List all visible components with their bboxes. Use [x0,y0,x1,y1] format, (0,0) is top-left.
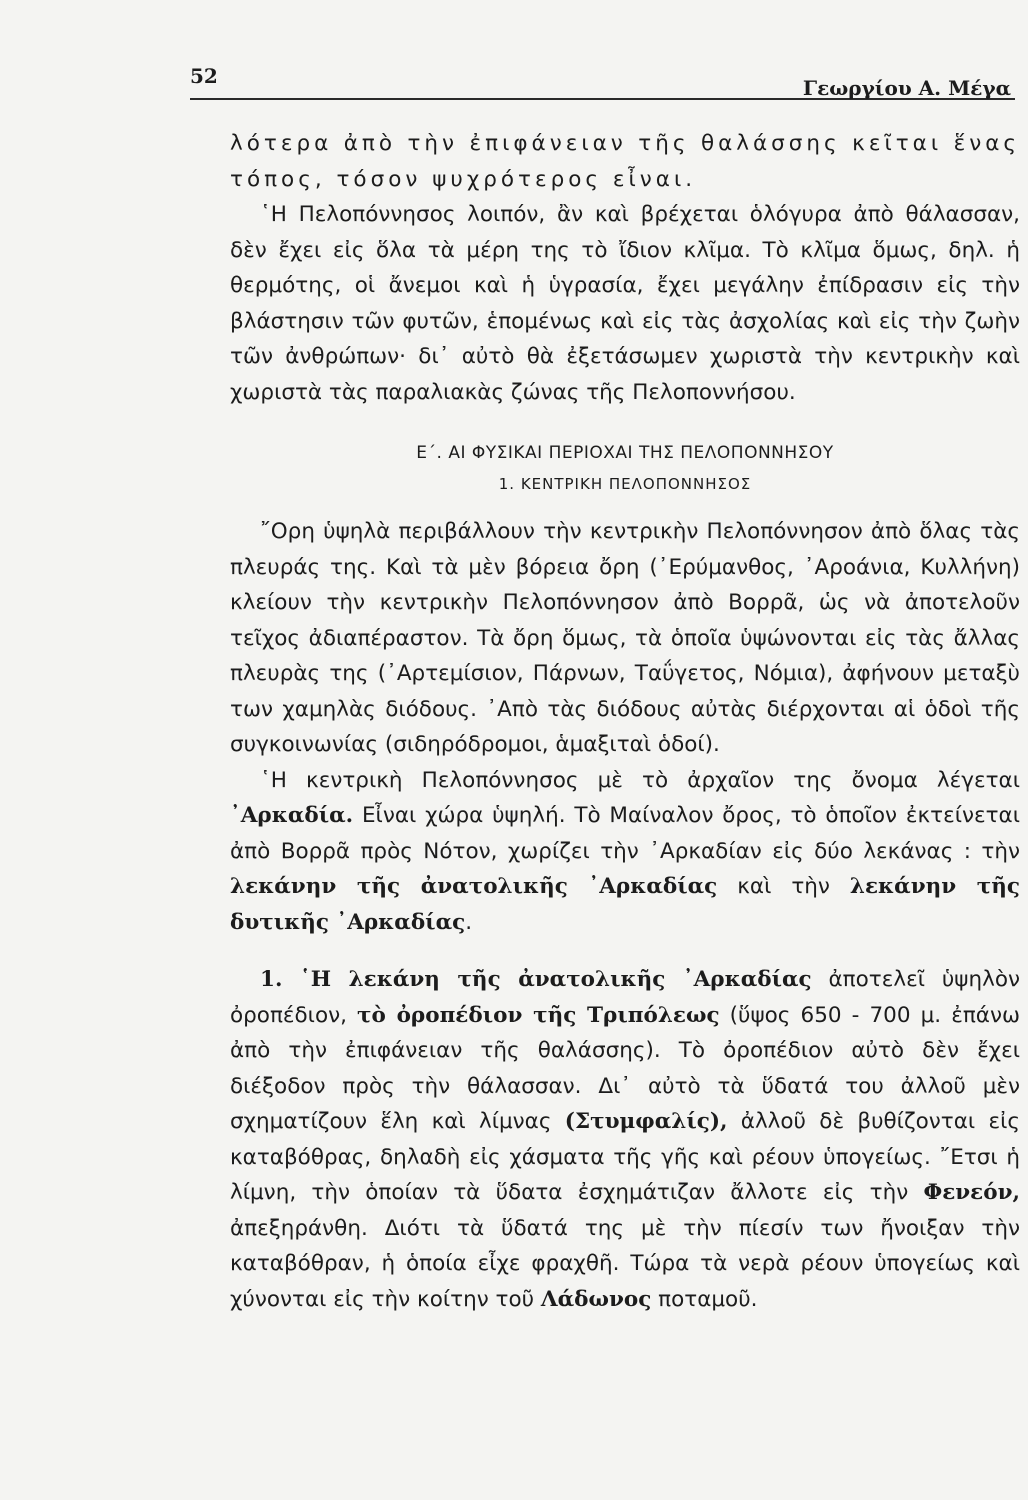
continuation-line-1: λότερα ἀπὸ τὴν ἐπιφάνειαν τῆς θαλάσσης [230,131,841,156]
page-header [190,62,1015,100]
paragraph-mountains: ῎Ορη ὑψηλὰ περιβάλλουν τὴν κεντρικὴν Πελοπόννησον ἀπὸ ὅλας τὰς πλευράς της. Καὶ τὰ μὲν βόρεια ὄρη (᾽Ερύμανθος, ᾽Αροάνια, Κυλλήνη) κλείουν τὴν κεντρικὴν Πελοπόννησον ἀπὸ Βορρᾶ, ὡς νὰ ἀποτελοῦν τεῖχος ἀδιαπέραστον. Τὰ ὄρη ὅμως, τὰ ὁποῖα ὑψώνονται εἰς τὰς ἄλλας πλευρὰς της (᾽Αρτεμίσιον, Πάρνων, Ταΰγετος, Νόμια), ἀφήνουν μεταξὺ των χαμηλὰς διόδους. ᾽Απὸ τὰς διόδους αὐτὰς διέρχονται αἱ ὁδοὶ τῆς συγκοινωνίας (σιδηρόδρομοι, ἁμαξιταὶ ὁδοί). [230,519,1020,757]
east-basin-text-1: ἀποτελεῖ ὑψηλὸν ὀροπέδιον, [230,967,1020,1028]
paragraph-continuation [230,126,1020,197]
feneos-term: Φενεόν, [923,1180,1020,1205]
paragraph-climate: ῾Η Πελοπόννησος λοιπόν, ἂν καὶ βρέχεται ὁλόγυρα ἀπὸ θάλασσαν, δὲν ἔχει εἰς ὅλα τὰ μέρη της τὸ ἴδιον κλῖμα. Τὸ κλῖμα ὅμως, δηλ. ἡ θερμότης, οἱ ἄνεμοι καὶ ἡ ὑγρασία, ἔχει μεγάλην ἐπίδρασιν εἰς τὴν βλάστησιν τῶν φυτῶν, ἑπομένως καὶ εἰς τὰς ἀσχολίας καὶ εἰς τὴν ζωὴν τῶν ἀνθρώπων· δι᾽ αὐτὸ θὰ ἐξετάσωμεν χωριστὰ τὴν κεντρικὴν καὶ χωριστὰ τὰς παραλιακὰς ζώνας τῆς Πελοποννήσου. [230,202,1020,405]
arcadia-text-3: καὶ τὴν [717,874,850,899]
arcadia-term: ᾽Αρκαδία. [230,803,354,828]
east-basin-text-5: ποταμοῦ. [651,1286,758,1312]
page-number: 52 [190,64,218,88]
section-title: Ε΄. ΑΙ ΦΥΣΙΚΑΙ ΠΕΡΙΟΧΑΙ ΤΗΣ ΠΕΛΟΠΟΝΝΗΣΟΥ [416,443,834,463]
paragraph-gap [230,940,1020,962]
subsection-title: 1. ΚΕΝΤΡΙΚΗ ΠΕΛΟΠΟΝΝΗΣΟΣ [498,475,752,493]
running-head: Γεωργίου Α. Μέγα [802,76,1011,100]
arcadia-text-2: Εἶναι χώρα ὑψηλή. Τὸ Μαίναλον ὄρος, τὸ ὁποῖον ἐκτείνεται ἀπὸ Βορρᾶ πρὸς Νότον, χωρίζει τὴν ᾽Αρκαδίαν εἰς δύο λεκάνας : τὴν [230,803,1020,864]
east-basin-text-4: ἀπεξηράνθη. Διότι τὰ ὕδατά της μὲ τὴν πίεσίν των ἤνοιξαν τὴν καταβόθραν, ἡ ὁποία εἶχε φραχθῆ. Τώρα τὰ νερὰ ρέουν ὑπογείως καὶ χύνονται εἰς τὴν κοίτην τοῦ [230,1215,1020,1312]
stymphalis-term: (Στυμφαλίς), [564,1109,728,1134]
east-basin-text-2: (ὕψος 650 - 700 μ. ἐπάνω ἀπὸ τὴν ἐπιφάνειαν τῆς θαλάσσης). Τὸ ὀροπέδιον αὐτὸ δὲν ἔχει διέξοδον πρὸς τὴν θάλασσαν. Δι᾽ αὐτὸ τὰ ὕδατά του ἀλλοῦ μὲν σχηματίζουν ἕλη καὶ λίμνας [230,1002,1020,1134]
continuation-line-2: κεῖται ἕνας τόπος, τόσον ψυχρότερος εἶναι. [230,131,1021,192]
tripoli-plateau-term: τὸ ὀροπέδιον τῆς Τριπόλεως [357,1002,720,1028]
paragraph-east-basin [230,962,1020,1317]
arcadia-text-1: ῾Η κεντρικὴ Πελοπόννησος μὲ τὸ ἀρχαῖον της ὄνομα λέγεται [260,767,1020,793]
east-basin-heading: 1. ῾Η λεκάνη τῆς ἀνατολικῆς ᾽Αρκαδίας [260,967,812,992]
page-body [230,126,1020,1317]
west-basin-term: λεκάνην τῆς δυτικῆς ᾽Αρκαδίας [230,874,1020,935]
east-basin-text-3: ἀλλοῦ δὲ βυθίζονται εἰς καταβόθρας, δηλαδὴ εἰς χάσματα τῆς γῆς καὶ ρέουν ὑπογείως. ῎Ετσι ἡ λίμνη, τὴν ὁποίαν τὰ ὕδατα ἐσχημάτιζαν ἄλλοτε εἰς τὴν [230,1109,1020,1205]
east-basin-term: λεκάνην τῆς ἀνατολικῆς ᾽Αρκαδίας [230,874,718,899]
arcadia-text-4: . [465,909,473,935]
ladon-term: Λάδωνος [540,1286,652,1312]
paragraph-arcadia [230,763,1020,941]
